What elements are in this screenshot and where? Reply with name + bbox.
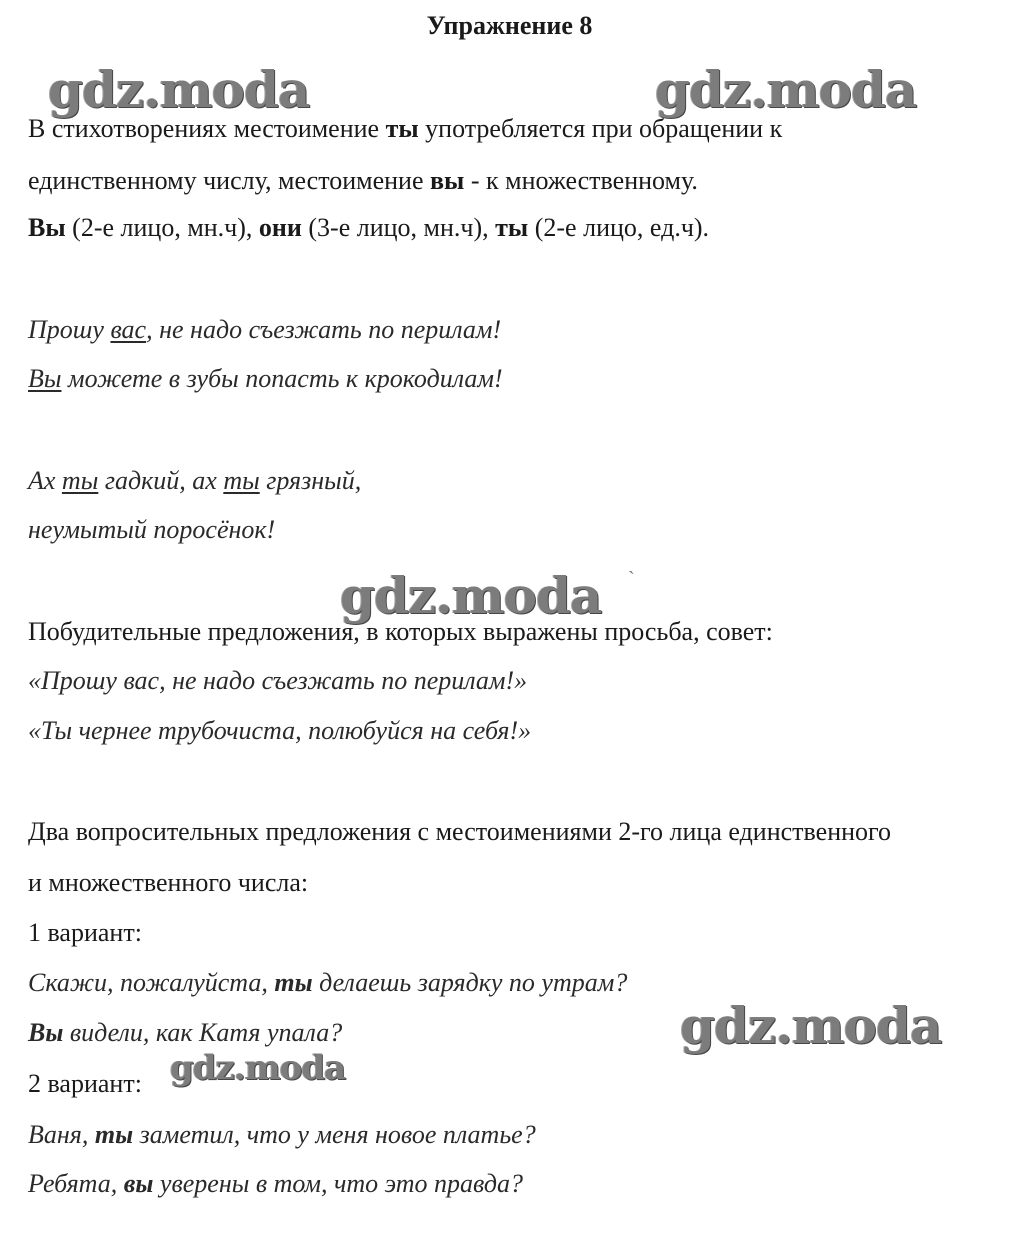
text-span: грязный,	[259, 466, 362, 495]
pronoun-underlined: Вы	[28, 364, 62, 393]
variant-1-sentence-1	[28, 968, 627, 998]
intro-line-1	[28, 114, 782, 144]
watermark-logo: gdz.moda	[680, 996, 942, 1055]
variant-1-sentence-2	[28, 1018, 342, 1048]
watermark-logo: gdz.moda	[48, 60, 310, 119]
text-span: (2-е лицо, ед.ч).	[528, 213, 710, 242]
pronoun-bold: вы	[123, 1169, 154, 1198]
poem1-line-2	[28, 364, 503, 394]
text-span: Ребята,	[28, 1169, 124, 1198]
poem2-line-1	[28, 466, 361, 496]
variant-2-sentence-1	[28, 1120, 536, 1150]
pronoun-bold: ты	[495, 213, 529, 242]
scan-speck: `	[628, 568, 635, 590]
variant-2-label: 2 вариант:	[28, 1069, 142, 1098]
pronoun-bold: вы	[429, 166, 465, 195]
text-span: заметил, что у меня новое платье?	[133, 1120, 536, 1149]
imperative-quote-2: «Ты чернее трубочиста, полюбуйся на себя!»	[28, 716, 532, 745]
pronoun-underlined: ты	[223, 466, 260, 495]
text-span: видели, как Катя упала?	[63, 1018, 343, 1047]
text-span: Скажи, пожалуйста,	[28, 968, 275, 997]
watermark-logo: gdz.moda	[340, 566, 602, 625]
text-span: Прошу	[28, 315, 111, 344]
text-span: Ах	[28, 466, 62, 495]
text-span: (2-е лицо, мн.ч),	[65, 213, 259, 242]
text-span: делаешь зарядку по утрам?	[312, 968, 628, 997]
pronoun-bold: ты	[385, 114, 419, 143]
watermark-logo: gdz.moda	[655, 60, 917, 119]
text-span: - к множественному.	[464, 166, 698, 195]
pronoun-underlined: вас	[110, 315, 147, 344]
pronoun-bold: Вы	[28, 1018, 64, 1047]
watermark-logo: gdz.moda	[170, 1048, 346, 1088]
pronoun-bold: они	[258, 213, 302, 242]
intro-line-2	[28, 166, 698, 196]
text-span: Ваня,	[28, 1120, 95, 1149]
text-span: употребляется при обращении к	[418, 114, 783, 143]
text-span: единственному числу, местоимение	[28, 166, 430, 195]
poem2-line-2: неумытый поросёнок!	[28, 515, 276, 544]
text-span: (3-е лицо, мн.ч),	[301, 213, 496, 242]
variant-1-label: 1 вариант:	[28, 918, 142, 947]
pronoun-underlined: ты	[61, 466, 99, 495]
pronoun-bold: Вы	[28, 213, 66, 242]
poem1-line-1	[28, 315, 501, 345]
text-span: В стихотворениях местоимение	[28, 114, 386, 143]
text-span: гадкий, ах	[98, 466, 224, 495]
questions-heading-line-2: и множественного числа:	[28, 868, 309, 897]
pronoun-bold: ты	[274, 968, 313, 997]
questions-heading-line-1: Два вопросительных предложения с местоимениями 2-го лица единственного	[28, 817, 892, 846]
imperative-quote-1: «Прошу вас, не надо съезжать по перилам!»	[28, 666, 528, 695]
text-span: уверены в том, что это правда?	[153, 1169, 524, 1198]
text-span: , не надо съезжать по перилам!	[146, 315, 502, 344]
imperative-heading: Побудительные предложения, в которых выражены просьба, совет:	[28, 617, 773, 646]
intro-line-3	[28, 213, 709, 243]
pronoun-bold: ты	[94, 1120, 134, 1149]
text-span: можете в зубы попасть к крокодилам!	[61, 364, 503, 393]
exercise-title: Упражнение 8	[426, 11, 593, 40]
variant-2-sentence-2	[28, 1169, 523, 1199]
